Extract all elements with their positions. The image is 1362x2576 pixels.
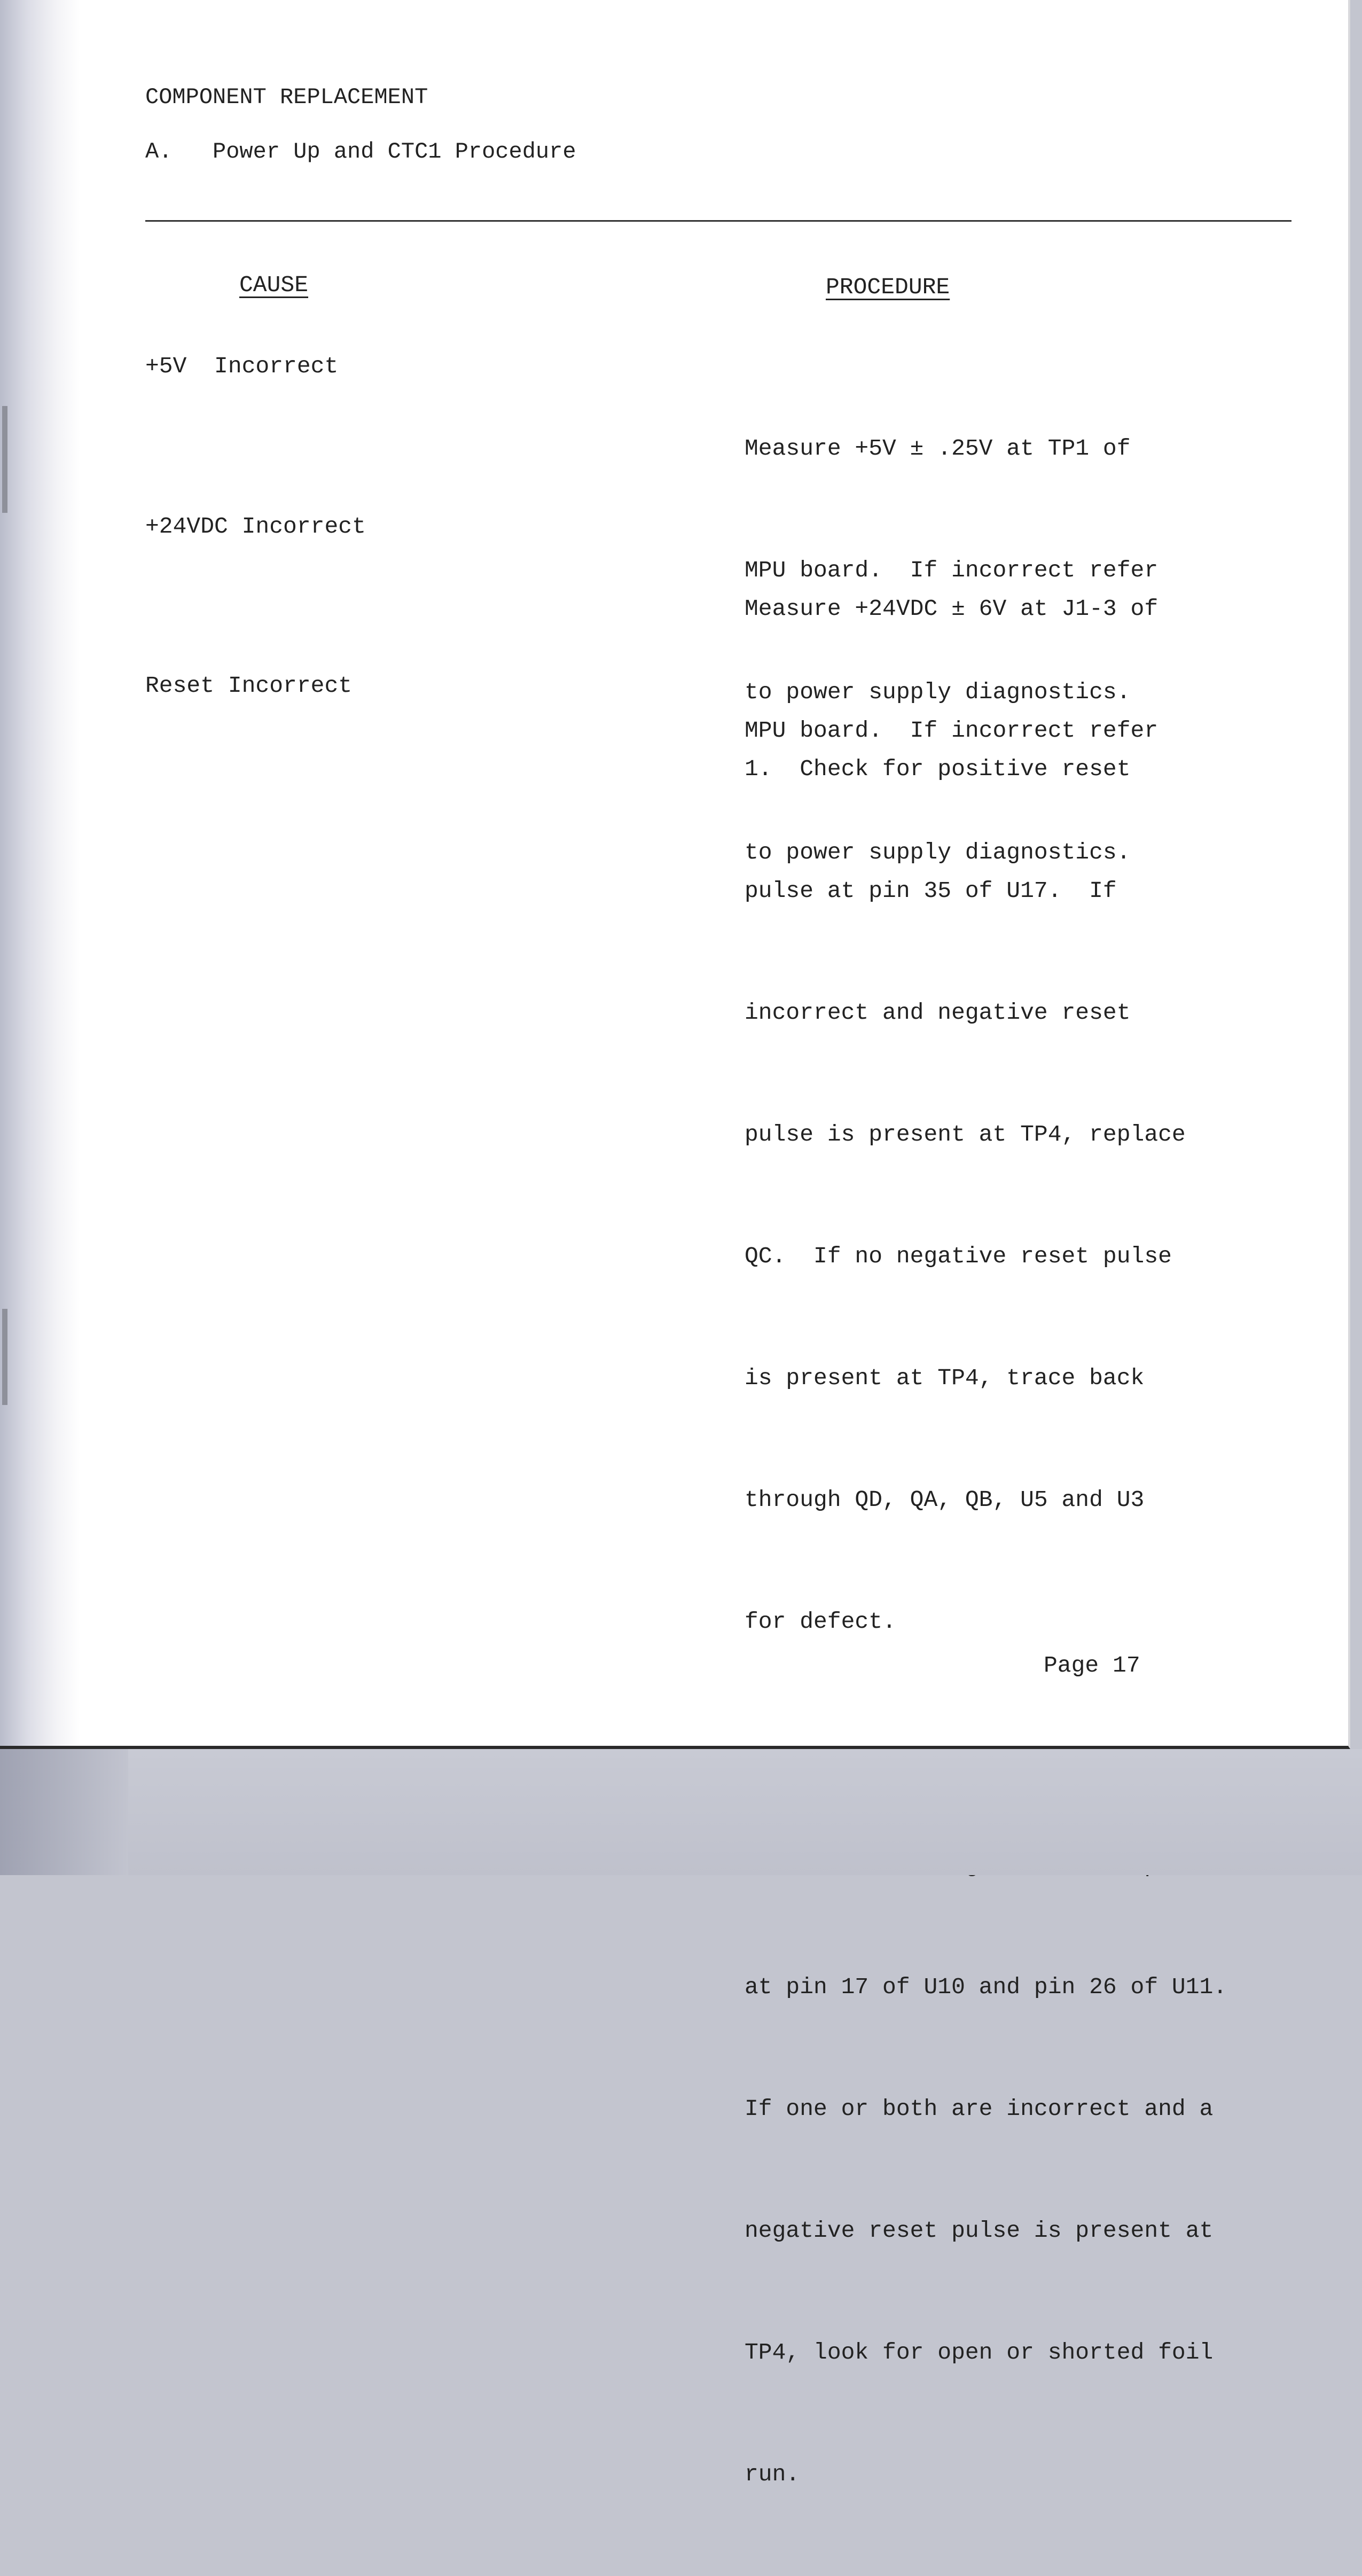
- procedure-step2-line: If one or both are incorrect and a: [745, 2096, 1214, 2122]
- cause-column-header: CAUSE: [239, 272, 309, 298]
- procedure-line: Measure +24VDC ± 6V at J1-3 of: [745, 596, 1159, 622]
- staple-mark: [2, 406, 7, 513]
- procedure-line: MPU board. If incorrect refer: [745, 717, 1159, 744]
- procedure-line: MPU board. If incorrect refer: [745, 557, 1159, 583]
- procedure-step1-line: is present at TP4, trace back: [745, 1365, 1145, 1391]
- staple-mark: [2, 1309, 7, 1405]
- procedure-step2-line: negative reset pulse is present at: [745, 2218, 1214, 2244]
- procedure-step1-line: QC. If no negative reset pulse: [745, 1243, 1172, 1269]
- procedure-line: to power supply diagnostics.: [745, 679, 1131, 705]
- procedure-step1-line: pulse at pin 35 of U17. If: [745, 878, 1117, 904]
- procedure-step2-line: TP4, look for open or shorted foil: [745, 2339, 1214, 2366]
- procedure-line: to power supply diagnostics.: [745, 839, 1131, 865]
- procedure-step1-line: 1. Check for positive reset: [745, 756, 1131, 782]
- scanner-background: [0, 1749, 1362, 1875]
- procedure-step1-line: through QD, QA, QB, U5 and U3: [745, 1487, 1145, 1513]
- page-number: Page 17: [1044, 1652, 1140, 1679]
- subsection-title: A. Power Up and CTC1 Procedure: [145, 139, 576, 165]
- procedure-step2-line: at pin 17 of U10 and pin 26 of U11.: [745, 1974, 1227, 2000]
- cause-reset-incorrect: Reset Incorrect: [145, 673, 353, 699]
- procedure-reset: [745, 668, 1337, 2576]
- procedure-line: Measure +5V ± .25V at TP1 of: [745, 435, 1131, 462]
- section-title: COMPONENT REPLACEMENT: [145, 84, 428, 110]
- page-fold-shadow: [0, 1749, 128, 1875]
- procedure-step2-line: run.: [745, 2461, 800, 2487]
- procedure-step1-line: for defect.: [745, 1609, 896, 1635]
- cause-24vdc-incorrect: +24VDC Incorrect: [145, 513, 366, 540]
- procedure-step1-line: pulse is present at TP4, replace: [745, 1121, 1186, 1148]
- procedure-step1-line: incorrect and negative reset: [745, 1000, 1131, 1026]
- header-divider: [145, 220, 1291, 222]
- cause-5v-incorrect: +5V Incorrect: [145, 353, 339, 379]
- procedure-column-header: PROCEDURE: [826, 274, 950, 300]
- binding-edge-shadow: [0, 0, 80, 1746]
